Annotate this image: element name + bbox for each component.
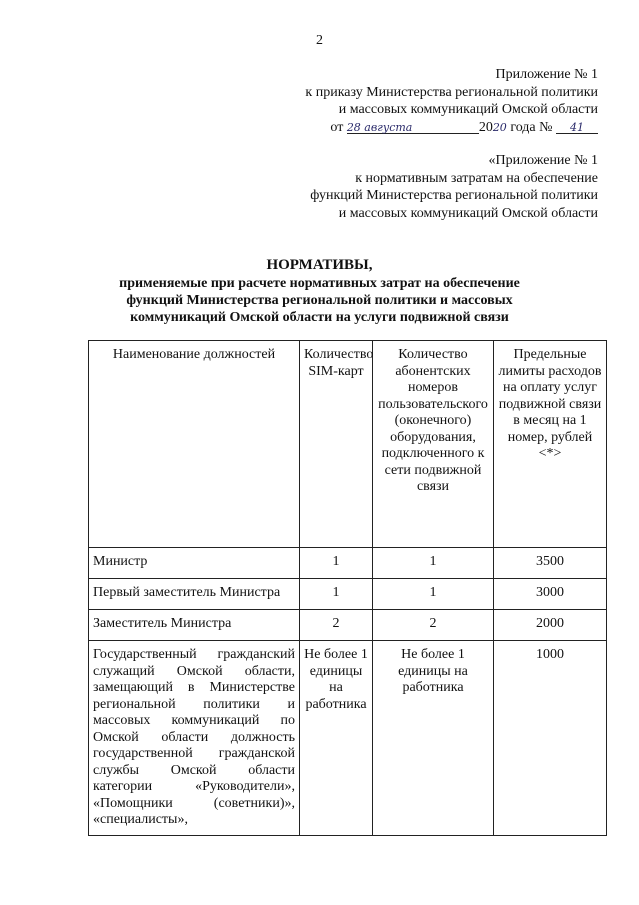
normative-appendix-title: «Приложение № 1 [488, 153, 598, 168]
date-field [347, 119, 479, 134]
cell-sim: 2 [300, 610, 373, 641]
cell-abonent: 2 [373, 610, 494, 641]
number-handwritten: 41 [570, 120, 584, 134]
cell-limit: 3000 [494, 579, 607, 610]
normative-appendix-line3: функций Министерства региональной политики [310, 188, 598, 203]
cell-limit: 2000 [494, 610, 607, 641]
table-row [89, 579, 607, 610]
header-abonent-count: Количество абонентских номеров пользовательского (оконечного) оборудования, подключенного к сети подвижной связи [373, 341, 494, 548]
header-position-name: Наименование должностей [89, 341, 300, 548]
appendix-title: Приложение № 1 [495, 67, 598, 82]
appendix-normative-block [310, 152, 598, 222]
date-handwritten: 28 августа [346, 120, 413, 134]
date-prefix: от [330, 119, 344, 135]
cell-abonent: 1 [373, 548, 494, 579]
cell-sim: Не более 1 единицы на работника [300, 641, 373, 836]
table-header-row [89, 341, 607, 548]
year-handwritten: 20 [492, 120, 507, 134]
year-suffix: года № [510, 119, 553, 135]
cell-sim: 1 [300, 548, 373, 579]
document-title [0, 255, 639, 326]
page-number: 2 [316, 33, 323, 48]
appendix-reference-block [305, 66, 598, 136]
normative-appendix-line2: к нормативным затратам на обеспечение [355, 170, 598, 186]
cell-limit: 1000 [494, 641, 607, 836]
cell-position: Первый заместитель Министра [89, 579, 300, 610]
cell-abonent: Не более 1 единицы на работника [373, 641, 494, 836]
year-prefix: 20 [478, 119, 493, 135]
cell-sim: 1 [300, 579, 373, 610]
title-line-2: функций Министерства региональной политики и массовых [126, 293, 513, 308]
title-line-1: применяемые при расчете нормативных затрат на обеспечение [119, 276, 520, 291]
header-sim-count: Количество SIM-карт [300, 341, 373, 548]
title-main: НОРМАТИВЫ, [266, 257, 373, 273]
table-row [89, 548, 607, 579]
title-line-3: коммуникаций Омской области на услуги подвижной связи [130, 310, 509, 325]
table-row [89, 610, 607, 641]
cell-position: Министр [89, 548, 300, 579]
header-limit: Предельные лимиты расходов на оплату услуг подвижной связи в месяц на 1 номер, рублей <*> [494, 341, 607, 548]
norms-table [88, 340, 607, 836]
cell-abonent: 1 [373, 579, 494, 610]
cell-position: Заместитель Министра [89, 610, 300, 641]
cell-limit: 3500 [494, 548, 607, 579]
table-row [89, 641, 607, 836]
appendix-ministry-line: и массовых коммуникаций Омской области [338, 102, 598, 117]
appendix-order-line: к приказу Министерства региональной политики [305, 84, 598, 100]
appendix-date-line [305, 119, 598, 137]
number-field [556, 119, 598, 134]
cell-position: Государственный гражданский служащий Омской области, замещающий в Министерстве региональной политики и массовых коммуникаций по Омской области должность государственной гражданской службы Омской области категории «Руководители», «Помощники (советники)», «специалисты», [89, 641, 300, 836]
normative-appendix-line4: и массовых коммуникаций Омской области [338, 205, 598, 221]
